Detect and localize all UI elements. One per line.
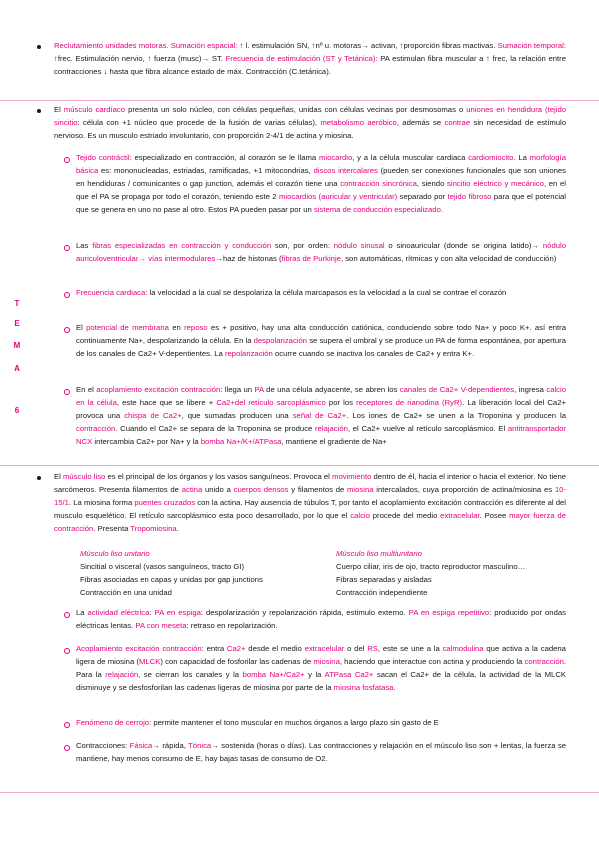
- side-title-letter: A: [14, 364, 20, 373]
- bullet-dot: [37, 45, 41, 49]
- highlight-term: ATPasa Ca2+: [324, 669, 374, 679]
- highlight-term: PA en espiga: [154, 608, 201, 617]
- text-run: . La liberación local del Ca2+ provoca una: [76, 397, 566, 420]
- sub-bullet-circle: [64, 292, 70, 298]
- highlight-term: miosina fosfatasa: [333, 682, 394, 692]
- text-run: sin necesidad de estímulo nervioso. Es un musculo estriado involuntario, con proporción 2-4/1 de actina y miosina.: [54, 117, 566, 140]
- highlight-term: acoplamiento excitación contracción: [96, 385, 221, 394]
- highlight-term: reposo: [184, 323, 208, 332]
- highlight-term: Fásica: [129, 741, 153, 750]
- highlight-term: Reclutamiento unidades motoras. Sumación espacial:: [54, 41, 238, 50]
- text-run: ↑frec. Estimulación nervio, ↑ fuerza (musc)→ ST.: [54, 53, 226, 63]
- text-run: PA estimulan fibra muscular a ↑ frec, la relación entre contracciones ↓ hasta que fibra alcance estado de máx. Contracción (C.tetánica).: [54, 53, 566, 76]
- highlight-term: puentes cruzados: [134, 497, 196, 507]
- text-run: para que el potencial que se genera en uno no pase al otro. Estos PA pueden pasar por un: [76, 191, 567, 214]
- sub-item-membrane-potential: [76, 322, 566, 361]
- text-run: .: [393, 682, 396, 692]
- text-run: se supera el umbral y se produce un PA de forma espontánea, por apertura de los canales de Ca2+ V-depentientes. La: [76, 335, 566, 358]
- highlight-term: extracelular: [440, 510, 480, 520]
- text-run: , haciendo que interactue con actina y produciendo la: [339, 656, 525, 666]
- column-line: Fibras asociadas en capas y unidas por gap junctions: [80, 574, 263, 584]
- highlight-term: actina: [181, 484, 203, 494]
- highlight-term: MLCK: [138, 656, 161, 666]
- text-run: o sinoauricular (donde se origina latido)→: [384, 241, 543, 250]
- side-title-letter: T: [14, 299, 20, 308]
- highlight-term: Ca2+: [226, 644, 246, 653]
- highlight-term: morfología básica: [76, 153, 566, 175]
- text-run: en: [168, 323, 185, 332]
- highlight-term: calcio en la célula: [76, 385, 566, 407]
- highlight-term: relajación: [105, 669, 139, 679]
- text-run: es el principal de los órganos y los vasos sanguíneos. Provoca el: [105, 472, 333, 481]
- text-run: intercalados, cuya proporción de actina/miosina es: [373, 484, 555, 494]
- highlight-term: 10-15/1: [54, 484, 566, 507]
- text-run: procede del medio: [369, 510, 441, 520]
- text-run: . Para la: [76, 656, 567, 679]
- highlight-term: contracción: [76, 423, 116, 433]
- text-run: : célula con +1 núcleo que procede de la fusión de varias células),: [77, 117, 321, 127]
- column-title: Músculo liso unitario: [80, 549, 150, 558]
- highlight-term: contracción sincrónica: [340, 178, 417, 188]
- text-run: ) con capacidad de fosforilar las cadenas de: [160, 656, 314, 666]
- text-run: : retraso en repolarización.: [186, 620, 278, 630]
- text-run: , este hace que se libere +: [116, 397, 217, 407]
- highlight-term: mayor fuerza de contracción: [54, 510, 566, 533]
- text-run: , el Ca2+ vuelve al retículo sarcoplásmico. El: [347, 423, 508, 433]
- text-run: → sostenida (horas o días). Las contracciones y relajación en el músculo liso son + lentas, la fuerza se mantiene, hay menos consumo de E, hay bajas tasas de consumo de O2.: [76, 741, 566, 763]
- section-divider: [0, 100, 599, 101]
- sub-bullet-circle: [64, 648, 70, 654]
- highlight-term: miosina: [347, 484, 374, 494]
- text-run: . Posee: [479, 510, 510, 520]
- text-run: de una célula adyacente, se abren los: [263, 385, 400, 394]
- text-run: El: [76, 323, 87, 332]
- side-title-letter: M: [13, 341, 21, 350]
- highlight-term: PA: [254, 385, 264, 394]
- text-run: unido a: [202, 484, 234, 494]
- text-run: La: [76, 608, 88, 617]
- text-run: y la: [304, 669, 325, 679]
- section-divider: [0, 465, 599, 466]
- highlight-term: RS: [367, 644, 378, 653]
- highlight-term: cardiomiocito: [468, 153, 514, 162]
- side-title-letter: 6: [14, 406, 20, 415]
- highlight-term: contracción: [524, 656, 564, 666]
- text-run: , siendo: [416, 178, 448, 188]
- text-run: o del: [344, 644, 368, 653]
- text-run: desde el medio: [245, 644, 305, 653]
- highlight-term: Tónica: [188, 741, 212, 750]
- paragraph-cardiac-muscle: [54, 104, 566, 143]
- highlight-term: bomba Na+/K+/ATPasa: [200, 436, 282, 446]
- highlight-term: uniones en hendidura (tejido sincitio: [54, 105, 566, 127]
- text-run: , mantiene el gradiente de Na+: [281, 436, 387, 446]
- sub-bullet-circle: [64, 245, 70, 251]
- highlight-term: sincitio eléctrico y mecánico: [447, 178, 544, 188]
- highlight-term: tejido fibroso: [447, 191, 492, 201]
- sub-bullet-circle: [64, 157, 70, 163]
- highlight-term: repolarización: [224, 348, 273, 358]
- highlight-term: músculo cardíaco: [63, 105, 126, 114]
- text-run: Las: [76, 241, 93, 250]
- highlight-term: Sumación temporal:: [497, 41, 566, 50]
- text-run: , que sumadas producen una: [181, 410, 293, 420]
- highlight-term: nódulo auriculoventricular→ vías intermodulares: [76, 241, 566, 263]
- text-run: ocurre cuando se inactiva los canales de Ca2+ y entra K+.: [272, 348, 475, 358]
- sub-bullet-circle: [64, 389, 70, 395]
- highlight-term: relajación: [315, 423, 348, 433]
- highlight-term: señal de Ca2+: [292, 410, 347, 420]
- highlight-term: sistema de conducción especializado.: [313, 204, 443, 214]
- highlight-term: Tropomiosina: [130, 523, 177, 533]
- highlight-term: calcio: [350, 510, 370, 520]
- highlight-term: músculo liso: [63, 472, 106, 481]
- text-run: Contracciones:: [76, 741, 130, 750]
- text-run: : llega un: [220, 385, 255, 394]
- text-run: . La miosina forma: [68, 497, 135, 507]
- text-run: → rápida,: [152, 741, 189, 750]
- text-run: por los: [325, 397, 357, 407]
- text-run: que activa a la cadena ligera de miosina (: [76, 644, 566, 666]
- text-run: es + positivo, hay una alta conducción catiónica, conduciendo sobre todo Na+ y poco K+. así entra continuamente Na+, despolarizando la célula. En la: [76, 323, 566, 345]
- text-run: : entra: [201, 644, 227, 653]
- text-run: , en el que el PA se propaga por todo el corazón, teniendo este 2: [76, 178, 566, 201]
- text-run: . Los iones de Ca2+ se unen a la Troponina y producen la: [346, 410, 566, 420]
- text-run: .: [176, 523, 179, 533]
- text-run: : especializado en contracción, al corazón se le llama: [129, 153, 319, 162]
- text-run: dentro de él, hacia el interior o hacia el exterior. No tiene sarcómeros. Presenta filamentos de: [54, 472, 567, 494]
- highlight-term: PA en espiga repetitivo: [408, 608, 490, 617]
- highlight-term: discos intercalares: [313, 165, 378, 175]
- text-run: El: [54, 105, 64, 114]
- highlight-term: Tejido contráctil: [76, 153, 130, 162]
- text-run: : producido por ondas eléctricas lentas.: [76, 608, 566, 630]
- text-run: ↑ l. estimulación SN, ↑nº u. motoras→ activan, ↑proporción fibras mactivas.: [237, 41, 498, 50]
- text-run: :: [149, 608, 155, 617]
- sub-item-latch: [76, 717, 566, 730]
- column-line: Fibras separadas y aisladas: [336, 574, 432, 584]
- highlight-term: despolarización: [253, 335, 308, 345]
- highlight-term: cuerpos densos: [233, 484, 289, 494]
- text-run: separado por: [397, 191, 448, 201]
- side-title-letter: E: [14, 319, 20, 328]
- sub-item-conduction-fibers: [76, 240, 566, 266]
- highlight-term: bomba Na+/Ca2+: [242, 669, 305, 679]
- highlight-term: PA con meseta: [135, 620, 187, 630]
- paragraph-motor-recruitment: [54, 40, 566, 79]
- text-run: es: mononucleadas, estriadas, ramificadas, +1 mitocondrias,: [98, 165, 314, 175]
- sub-bullet-circle: [64, 612, 70, 618]
- text-run: , este se une a la: [377, 644, 443, 653]
- column-multiunit: [336, 548, 596, 600]
- sub-item-electrical-activity: [76, 607, 566, 633]
- text-run: sacan el Ca2+ de la célula, la actividad de la MLCK disminuye y se desfosforilan las cadenas ligeras de miosina por parte de la: [76, 669, 567, 692]
- text-run: . Presenta: [93, 523, 131, 533]
- bullet-dot: [37, 476, 41, 480]
- highlight-term: metabolismo aeróbico: [320, 117, 397, 127]
- sub-bullet-circle: [64, 722, 70, 728]
- sub-bullet-circle: [64, 745, 70, 751]
- highlight-term: miocardios (auricular y ventricular): [278, 191, 398, 201]
- text-run: con la actina. Hay ausencia de túbulos T, por tanto el acoplamiento excitación contracción es diferente al del musculo esquelético. El retículo sarcoplásmico esta poco desarrollado, por lo que el: [54, 497, 567, 520]
- text-run: la velocidad a la cual se despolariza la célula marcapasos es la velocidad a la cual se contrae el corazón: [147, 288, 507, 297]
- column-line: Cuerpo ciliar, iris de ojo, tracto reproductor masculino…: [336, 561, 526, 571]
- text-run: . La: [513, 153, 530, 162]
- text-run: , se cierran los canales y la: [138, 669, 243, 679]
- highlight-term: canales de Ca2+ V-dependientes: [399, 385, 515, 394]
- highlight-term: Ca2+del retículo sarcoplásmico: [216, 397, 326, 407]
- highlight-term: fibras especializadas en contracción y conducción: [92, 241, 272, 250]
- highlight-term: Frecuencia cardiaca:: [76, 288, 148, 297]
- section-divider: [0, 792, 599, 793]
- text-run: En el: [76, 385, 97, 394]
- bullet-dot: [37, 109, 41, 113]
- highlight-term: nódulo sinusal: [333, 241, 385, 250]
- highlight-term: receptores de rianodina (RyR): [356, 397, 463, 407]
- text-run: intercambia Ca2+ por Na+ y la: [92, 436, 201, 446]
- highlight-term: contrae: [444, 117, 471, 127]
- highlight-term: miocardio: [318, 153, 353, 162]
- highlight-term: Fenómeno de cerrojo: [76, 718, 150, 727]
- text-run: , son automáticas, rítmicas y con alta velocidad de conducción): [340, 253, 557, 263]
- sub-item-heart-rate: [76, 287, 566, 300]
- text-run: : despolarización y repolarización rápida, estimulo externo.: [200, 608, 409, 617]
- text-run: y filamentos de: [288, 484, 348, 494]
- column-line: Sincitial o visceral (vasos sanguíneos, tracto GI): [80, 561, 245, 571]
- text-run: . Cuando el Ca2+ se separa de la Troponina se produce: [115, 423, 316, 433]
- text-run: →haz de histonas (: [215, 253, 282, 263]
- text-run: : permite mantener el tono muscular en muchos órganos a largo plazo sin gasto de E: [149, 718, 439, 727]
- column-line: Contracción en una unidad: [80, 587, 172, 597]
- highlight-term: fibras de Purkinje: [281, 253, 341, 263]
- highlight-term: Acoplamiento excitación contracción: [76, 644, 202, 653]
- sub-item-contractile-tissue: [76, 152, 566, 217]
- highlight-term: extracelular: [304, 644, 345, 653]
- text-run: presenta un solo núcleo, con células pequeñas, unidas con células vecinas por desmosomas o: [125, 105, 467, 114]
- text-run: son, por orden:: [271, 241, 334, 250]
- sub-bullet-circle: [64, 327, 70, 333]
- paragraph-smooth-muscle: [54, 471, 566, 536]
- highlight-term: Frecuencia de estimulación (ST y Tetánica):: [225, 53, 378, 63]
- highlight-term: miosina: [313, 656, 340, 666]
- text-run: El: [54, 472, 63, 481]
- text-run: , además se: [396, 117, 445, 127]
- highlight-term: actividad eléctrica: [87, 608, 150, 617]
- text-run: , ingresa: [514, 385, 547, 394]
- column-line: Contracción independiente: [336, 587, 428, 597]
- sub-item-excitation-coupling: [76, 384, 566, 449]
- sub-item-contractions: [76, 740, 566, 766]
- highlight-term: chispa de Ca2+: [124, 410, 182, 420]
- sub-item-smooth-coupling: [76, 643, 566, 695]
- column-title: Músculo liso multiunitario: [336, 549, 422, 558]
- column-unitary: [80, 548, 340, 600]
- highlight-term: potencial de membrana: [86, 323, 169, 332]
- highlight-term: movimiento: [332, 472, 372, 481]
- highlight-term: calmodulina: [442, 644, 484, 653]
- text-run: , y a la célula muscular cardiaca: [352, 153, 469, 162]
- highlight-term: antitransportador NCX: [76, 423, 566, 446]
- text-run: (pueden ser conexiones funcionales que son uniones en hendiduras / comunicantes o gap junction, además el corazón tiene una: [76, 165, 566, 188]
